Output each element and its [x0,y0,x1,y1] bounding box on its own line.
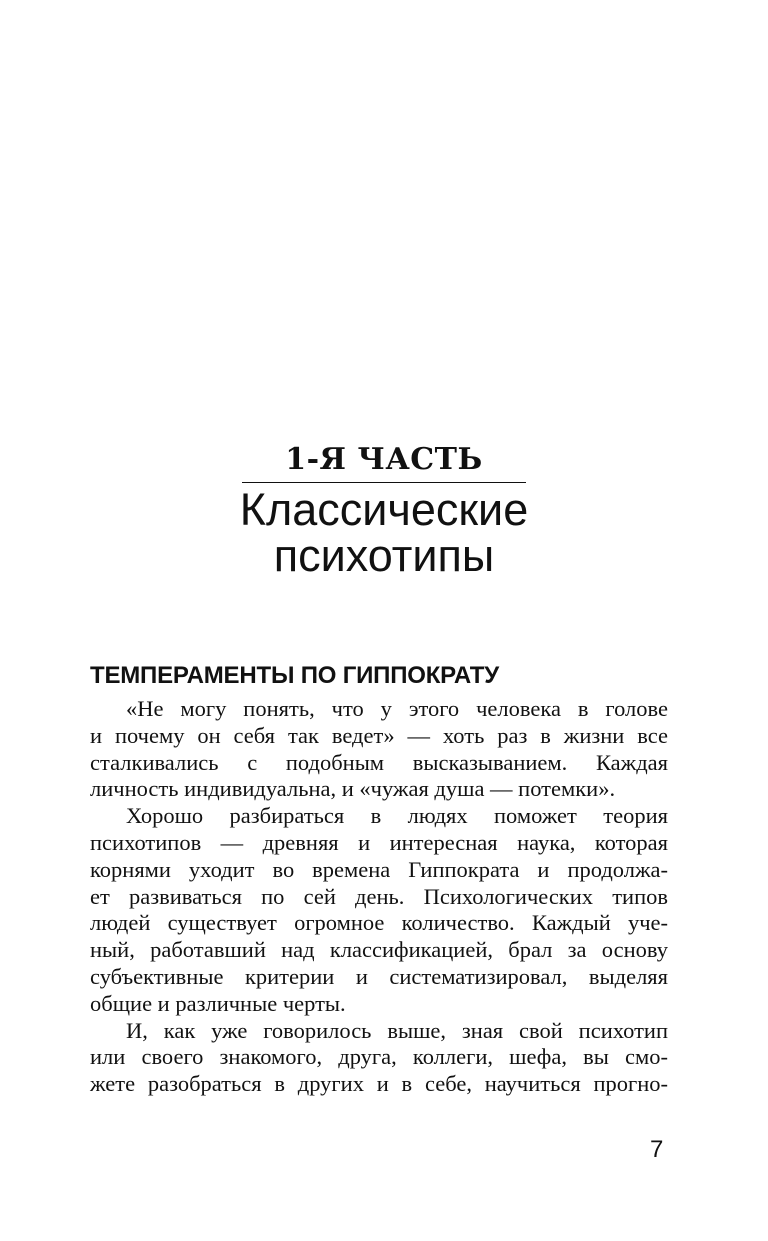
text-line: общие и различные черты. [90,990,346,1016]
body-text [90,696,668,1098]
text-line: И, как уже говорилось выше, зная свой психотип [126,1017,668,1043]
part-divider [242,482,526,483]
text-line: сталкивались с подобным высказыванием. Каждая [90,749,668,775]
text-line: психотипов — древняя и интересная наука, которая [90,829,668,855]
part-heading-block [0,440,768,579]
paragraph-1 [90,696,668,803]
text-line: личность индивидуальна, и «чужая душа — потемки». [90,776,616,802]
text-line: корнями уходит во времена Гиппократа и продолжа- [90,856,668,882]
text-line: и почему он себя так ведет» — хоть раз в жизни все [90,722,668,748]
part-title-line-2: психотипы [273,530,495,581]
text-line: ет развиваться по сей день. Психологических типов [90,883,668,909]
text-line: жете разобраться в других и в себе, научиться прогно- [90,1071,668,1097]
page-number: 7 [650,1136,664,1163]
paragraph-3 [90,1018,668,1098]
text-line: субъективные критерии и систематизировал, выделяя [90,963,668,989]
part-title-line-1: Классические [239,484,529,535]
text-line: ный, работавший над классификацией, брал за основу [90,937,668,963]
section-heading: ТЕМПЕРАМЕНТЫ ПО ГИППОКРАТУ [90,662,499,689]
text-line: людей существует огромное количество. Каждый уче- [90,910,668,936]
text-line: Хорошо разбираться в людях поможет теория [126,803,668,829]
text-line: «Не могу понять, что у этого человека в голове [126,696,668,721]
text-line: или своего знакомого, друга, коллеги, шефа, вы смо- [90,1044,668,1070]
paragraph-2 [90,803,668,1017]
part-label: 1-Я ЧАСТЬ [285,442,483,477]
